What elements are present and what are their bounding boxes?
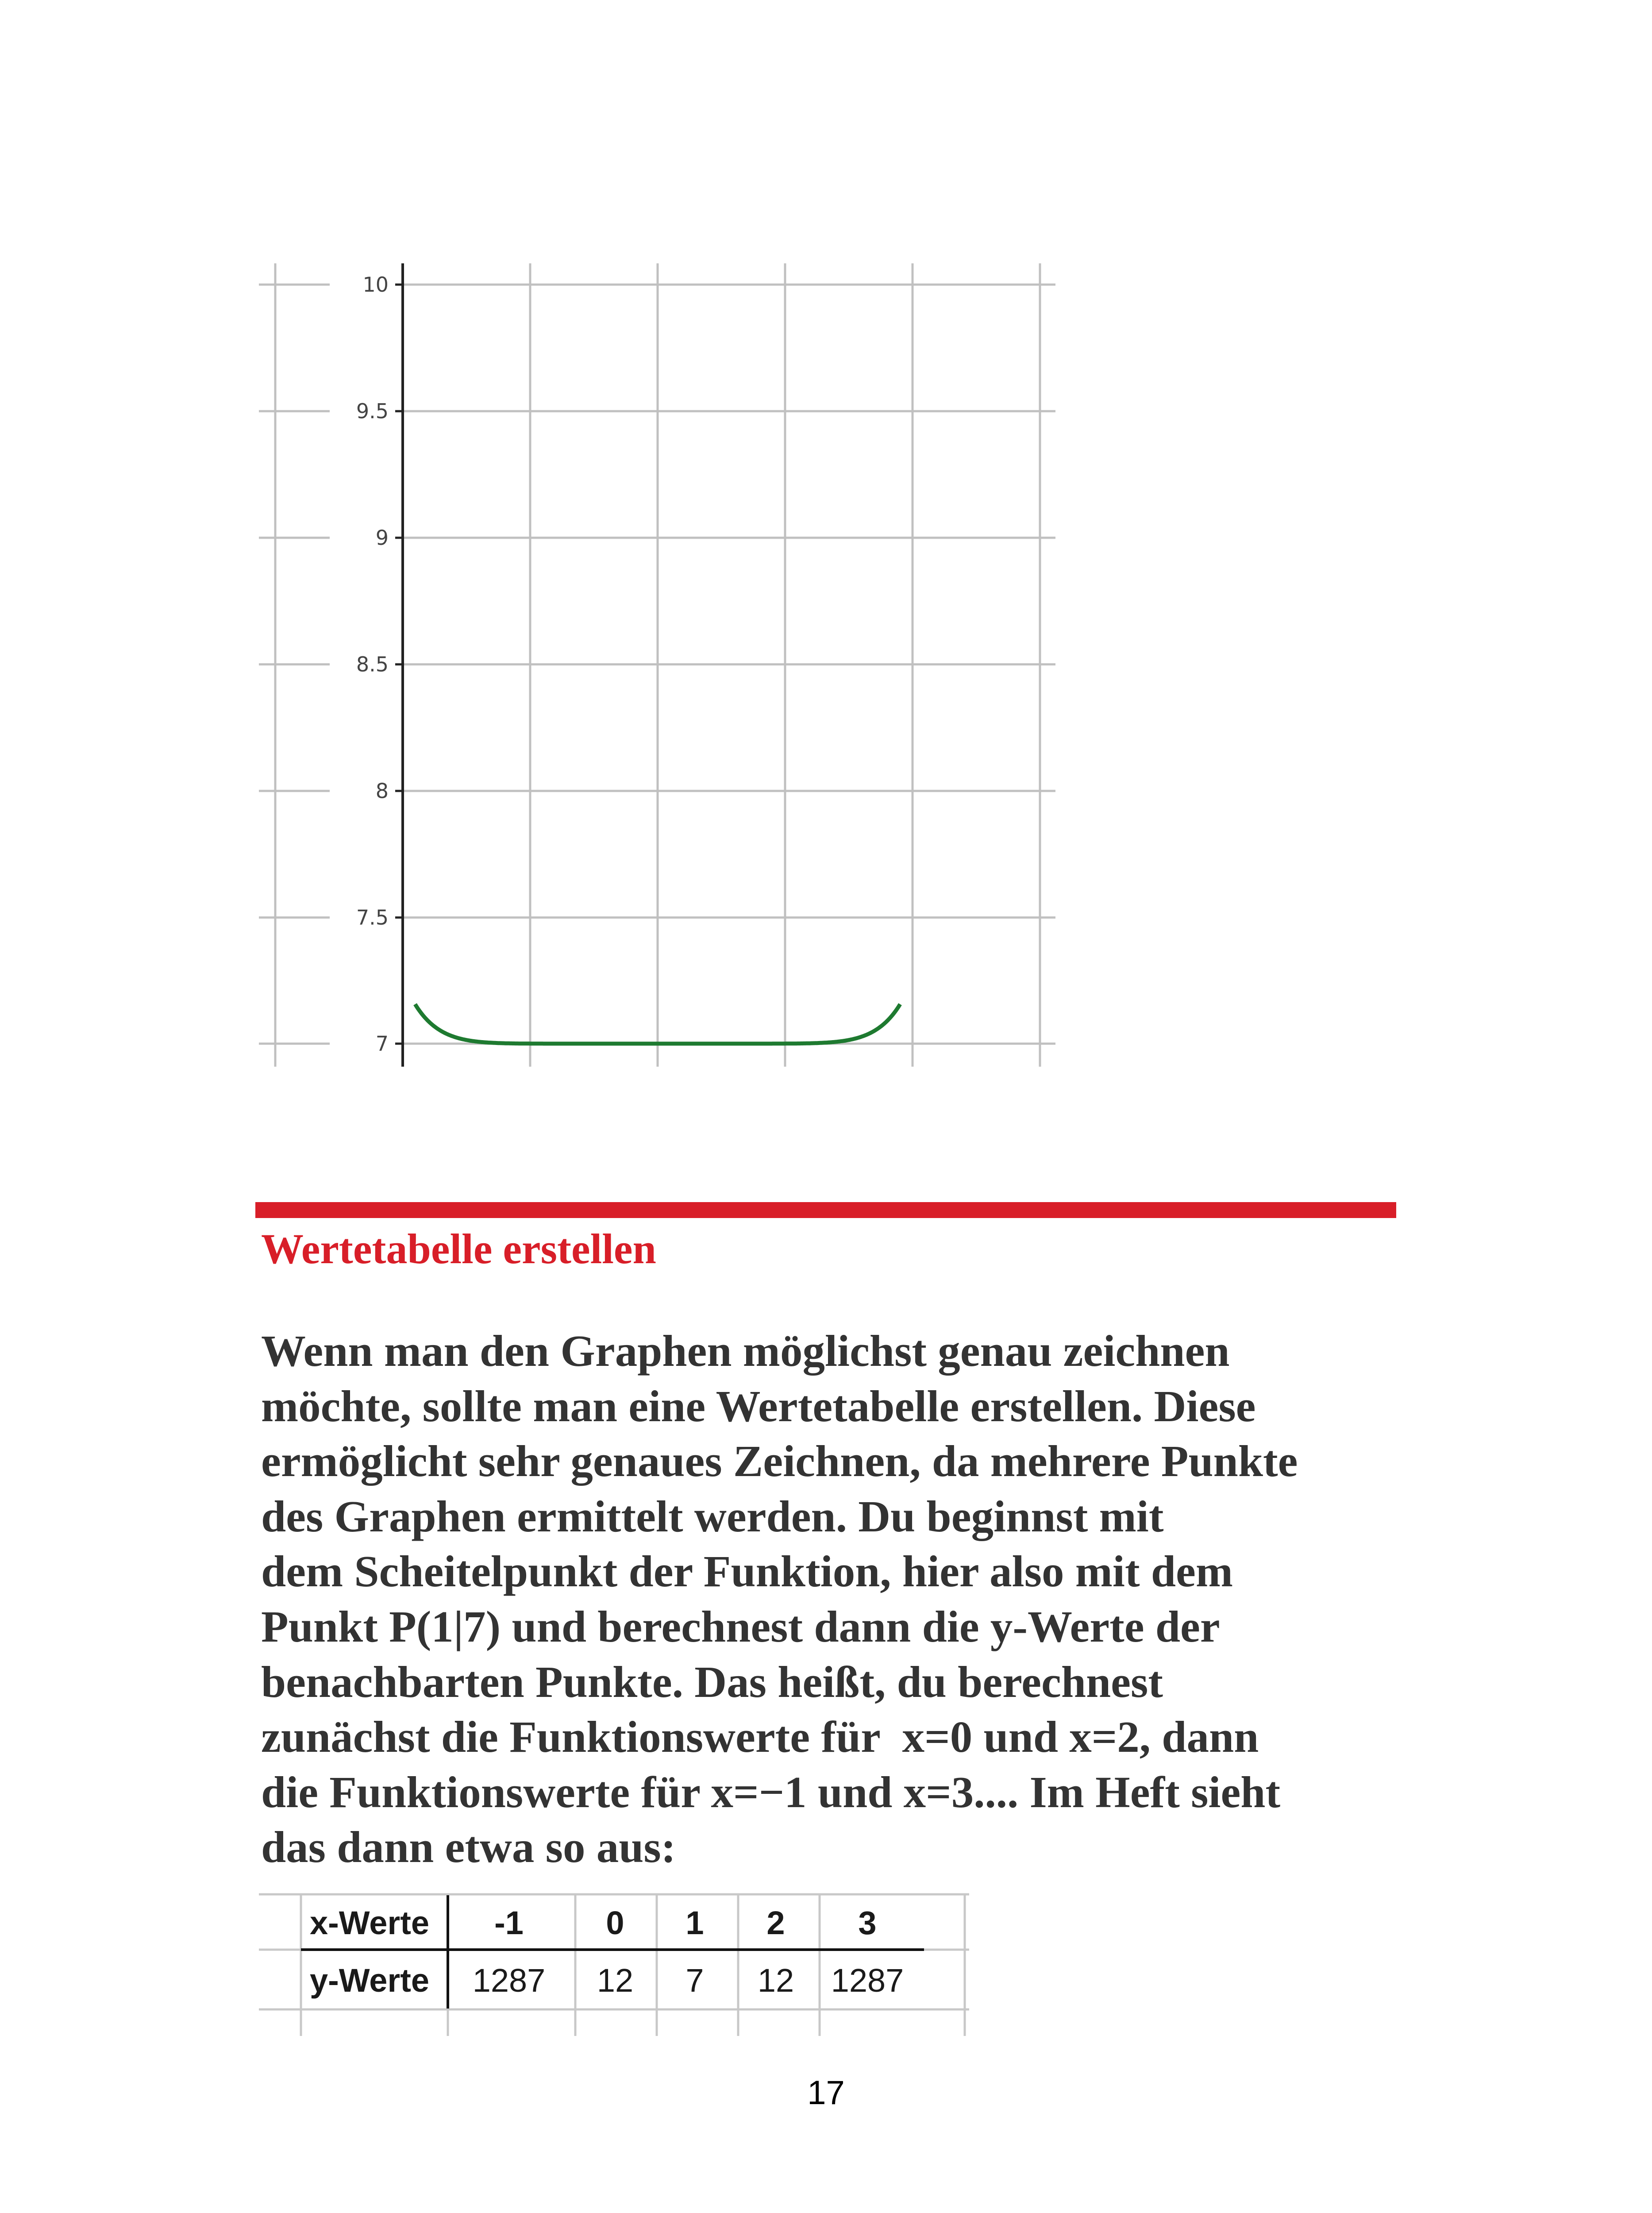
value-table	[257, 1890, 982, 2040]
table-cell: x-Werte	[310, 1905, 430, 1941]
body-paragraph	[261, 1323, 1412, 1875]
table-cell: 3	[858, 1905, 877, 1941]
table-cell: -1	[494, 1905, 524, 1941]
y-tick-label: 7	[375, 1032, 389, 1056]
function-graph	[257, 257, 1067, 1076]
body-line: die Funktionswerte für x=−1 und x=3.... Im Heft sieht	[261, 1767, 1281, 1817]
y-tick-label: 7.5	[356, 906, 389, 929]
table-cell: 0	[606, 1905, 624, 1941]
y-tick-label: 9	[375, 526, 389, 550]
table-cell: 7	[685, 1962, 704, 1999]
y-tick-label: 10	[362, 273, 389, 297]
table-cell: 1	[685, 1905, 704, 1941]
section-divider	[255, 1202, 1396, 1218]
table-cells	[310, 1905, 904, 1999]
table-cell: 12	[597, 1962, 634, 1999]
section-heading: Wertetabelle erstellen	[261, 1225, 656, 1272]
table-cell: 1287	[831, 1962, 904, 1999]
table-cell: 12	[757, 1962, 794, 1999]
y-tick-label: 9.5	[356, 399, 389, 423]
body-line: möchte, sollte man eine Wertetabelle erstellen. Diese	[261, 1381, 1256, 1431]
table-cell: 2	[766, 1905, 785, 1941]
body-line: benachbarten Punkte. Das heißt, du berechnest	[261, 1657, 1163, 1707]
table-cell: 1287	[472, 1962, 546, 1999]
body-line: dem Scheitelpunkt der Funktion, hier also mit dem	[261, 1546, 1233, 1596]
body-line: das dann etwa so aus:	[261, 1822, 676, 1872]
page-number: 17	[807, 2074, 845, 2112]
body-line: ermöglicht sehr genaues Zeichnen, da mehrere Punkte	[261, 1436, 1298, 1486]
y-axis	[395, 263, 403, 1067]
y-tick-labels	[356, 273, 389, 1056]
body-line: zunächst die Funktionswerte für x=0 und x=2, dann	[261, 1712, 1259, 1762]
y-tick-label: 8.5	[356, 652, 389, 676]
table-cell: y-Werte	[310, 1962, 430, 1999]
body-line: des Graphen ermittelt werden. Du beginnst mit	[261, 1491, 1164, 1541]
body-line: Wenn man den Graphen möglichst genau zeichnen	[261, 1326, 1230, 1376]
body-line: Punkt P(1|7) und berechnest dann die y-Werte der	[261, 1601, 1220, 1651]
y-tick-label: 8	[375, 779, 389, 803]
